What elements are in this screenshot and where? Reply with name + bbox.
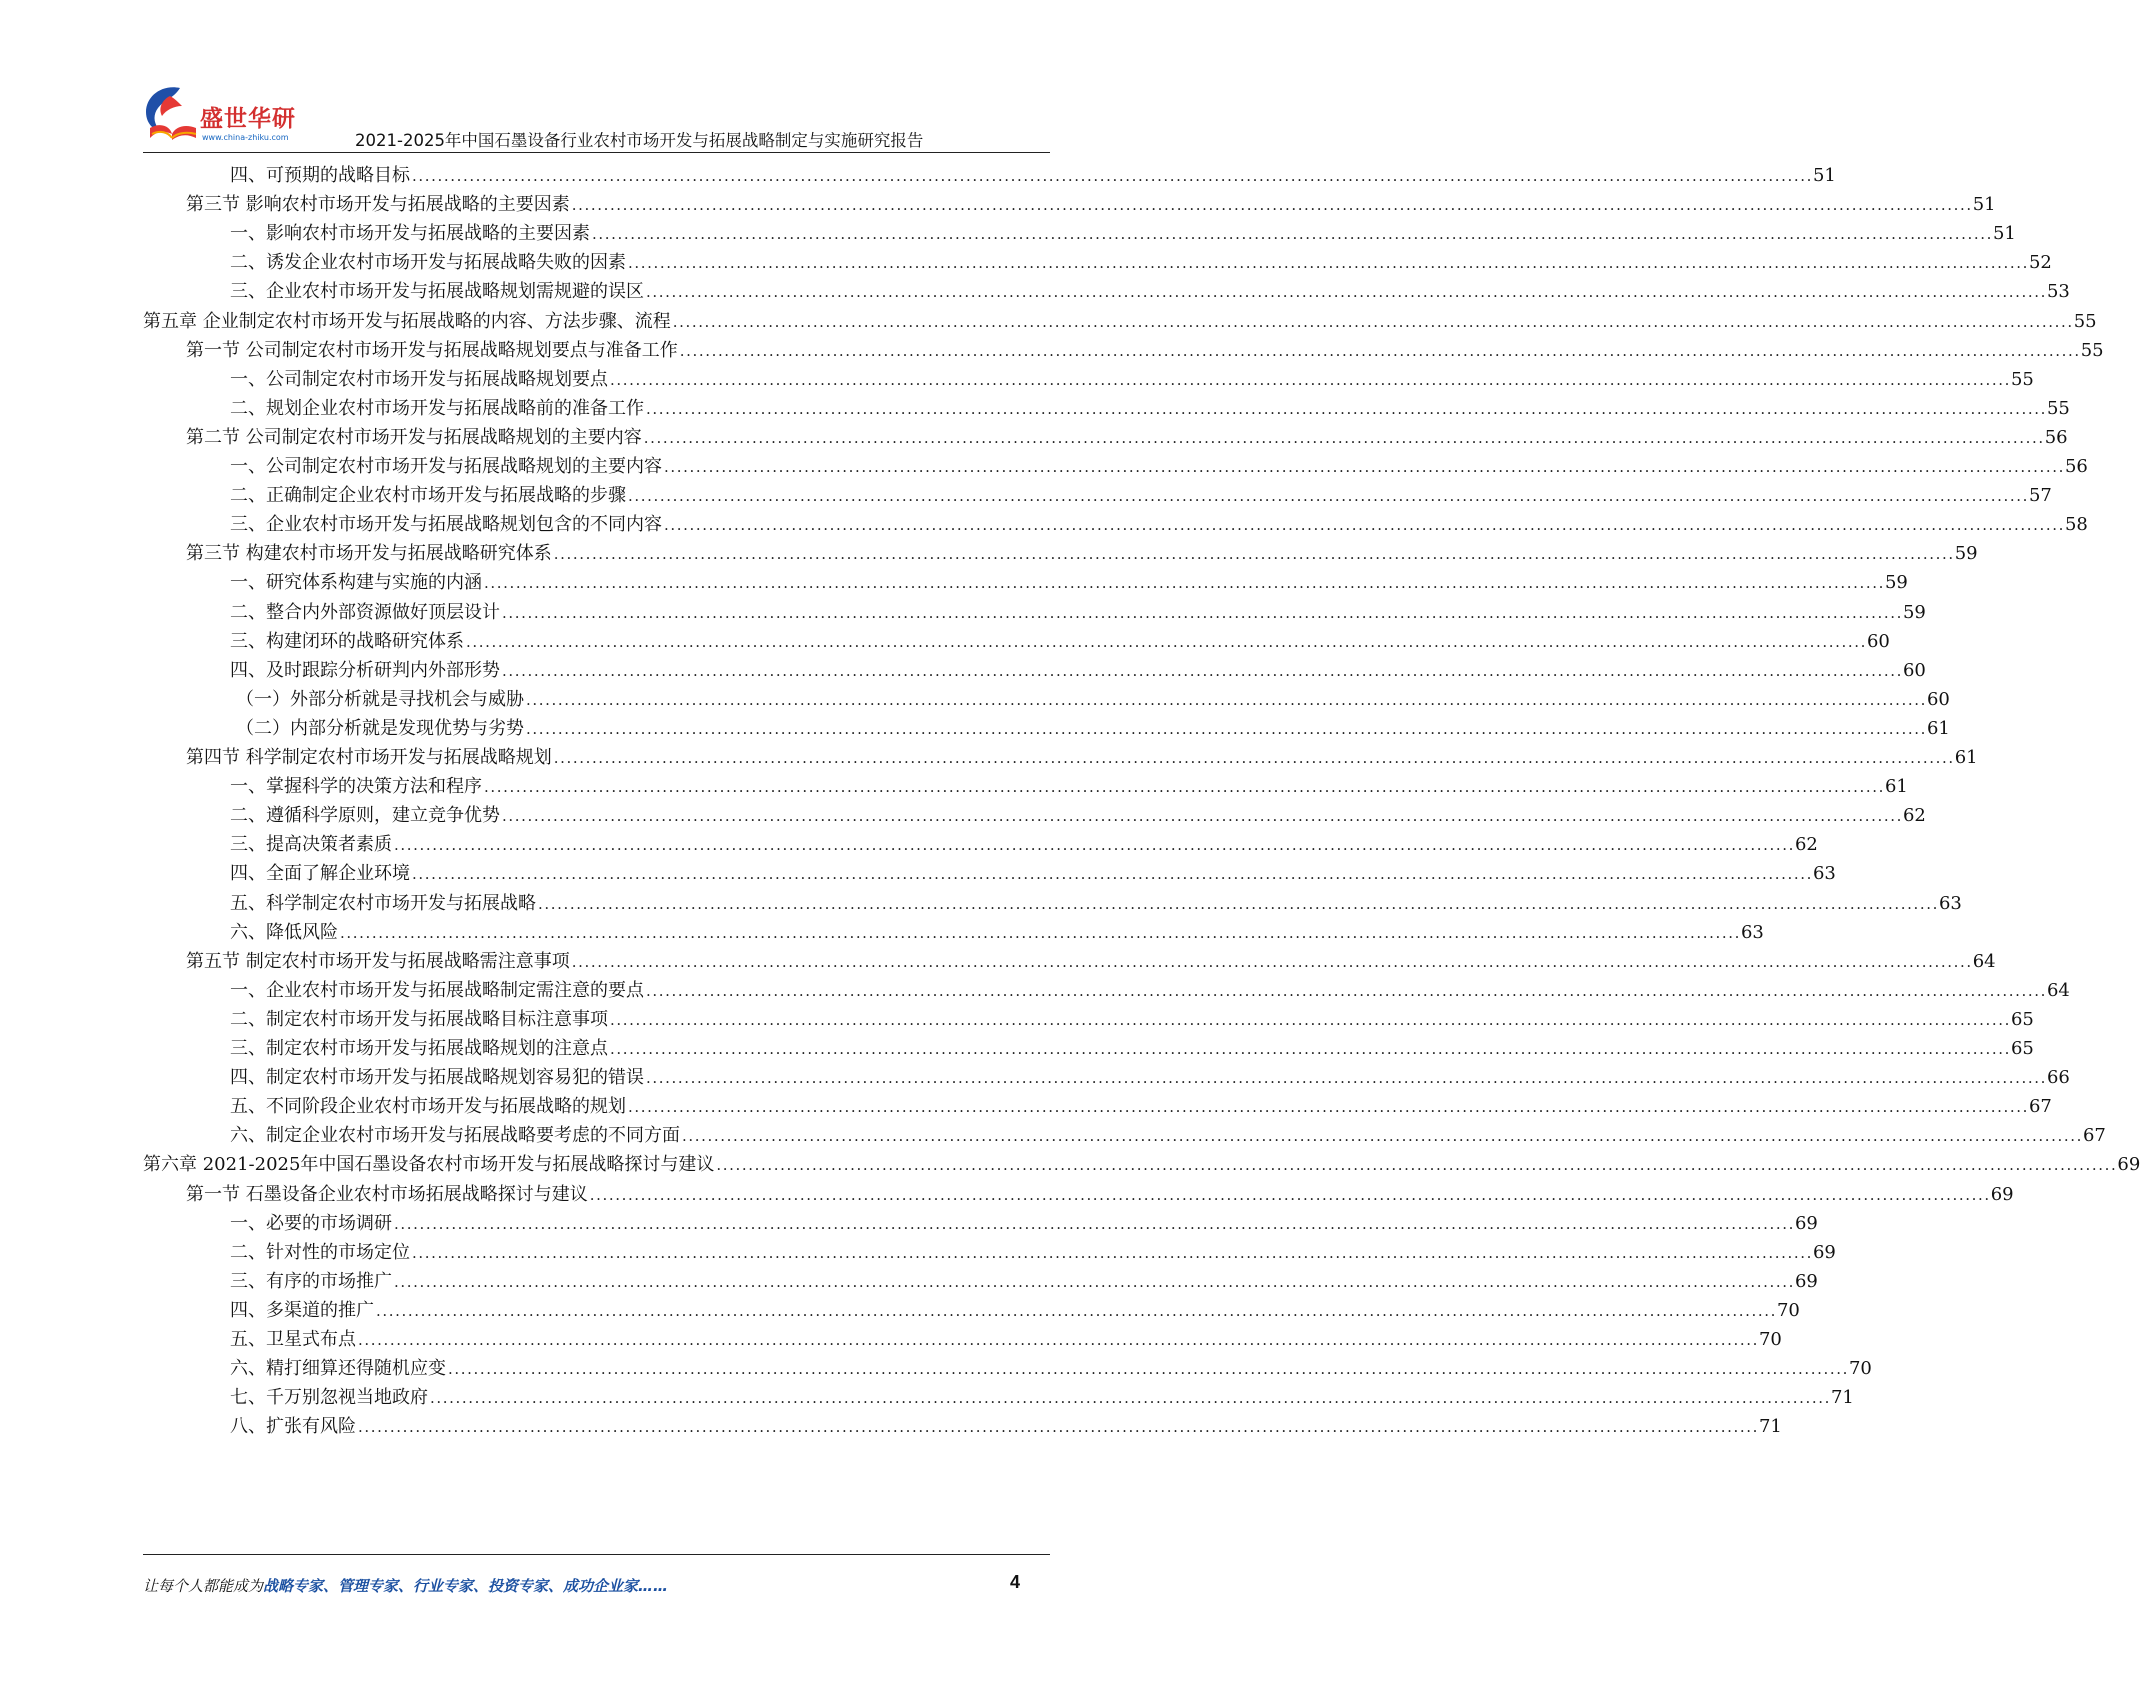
toc-leader-dots: ............................................................................................................................................................................................................................ <box>340 923 1741 942</box>
toc-entry[interactable] <box>230 655 1926 686</box>
toc-entry-title: 三、提高决策者素质 <box>230 834 392 856</box>
toc-leader-dots: ............................................................................................................................................................................................................................ <box>466 632 1867 651</box>
toc-entry[interactable] <box>186 742 1978 773</box>
toc-entry[interactable] <box>230 1062 2070 1093</box>
toc-entry[interactable] <box>186 189 1996 220</box>
footer-slogan-prefix: 让每个人都能成为 <box>143 1577 264 1595</box>
toc-entry-title: （一）外部分析就是寻找机会与威胁 <box>236 688 524 710</box>
toc-entry-page: 59 <box>1954 543 1978 565</box>
toc-leader-dots: ............................................................................................................................................................................................................................ <box>394 836 1795 855</box>
toc-entry-title: 一、影响农村市场开发与拓展战略的主要因素 <box>230 223 590 245</box>
toc-entry[interactable] <box>230 858 1836 889</box>
toc-entry[interactable] <box>186 946 1996 977</box>
toc-entry[interactable] <box>230 626 1890 657</box>
toc-leader-dots: ............................................................................................................................................................................................................................ <box>716 1156 2118 1175</box>
logo-icon <box>140 82 202 144</box>
toc-entry-title: 四、多渠道的推广 <box>230 1299 374 1321</box>
toc-entry-title: 八、扩张有风险 <box>230 1416 356 1438</box>
toc-entry-page: 65 <box>2010 1038 2034 1059</box>
toc-leader-dots: ............................................................................................................................................................................................................................ <box>646 283 2047 302</box>
toc-entry-title: 四、可预期的战略目标 <box>230 165 410 186</box>
toc-entry[interactable] <box>230 451 2088 482</box>
toc-entry[interactable] <box>230 1208 1818 1239</box>
toc-entry-page: 71 <box>1830 1387 1854 1409</box>
toc-entry[interactable] <box>230 1091 2052 1122</box>
toc-leader-dots: ............................................................................................................................................................................................................................ <box>682 1127 2083 1146</box>
toc-entry-title: 三、企业农村市场开发与拓展战略规划需规避的误区 <box>230 281 644 303</box>
page-number: 4 <box>1010 1572 1021 1592</box>
toc-leader-dots: ............................................................................................................................................................................................................................ <box>484 778 1885 797</box>
toc-entry[interactable] <box>186 422 2068 453</box>
toc-entry[interactable] <box>230 1382 1854 1413</box>
toc-entry[interactable] <box>230 917 1764 948</box>
toc-entry-page: 65 <box>2010 1008 2034 1030</box>
toc-entry-title: 二、诱发企业农村市场开发与拓展战略失败的因素 <box>230 252 626 274</box>
toc-entry[interactable] <box>230 1411 1782 1442</box>
logo-url: www.china-zhiku.com <box>202 133 289 142</box>
toc-entry-title: 四、全面了解企业环境 <box>230 863 410 885</box>
toc-entry-page: 59 <box>1884 572 1908 594</box>
toc-leader-dots: ............................................................................................................................................................................................................................ <box>646 399 2047 418</box>
toc-entry-title: 第五章 企业制定农村市场开发与拓展战略的内容、方法步骤、流程 <box>143 310 671 332</box>
toc-entry-page: 60 <box>1902 659 1926 681</box>
toc-entry-page: 64 <box>1972 950 1996 972</box>
toc-leader-dots: ............................................................................................................................................................................................................................ <box>394 1214 1795 1233</box>
toc-leader-dots: ............................................................................................................................................................................................................................ <box>376 1301 1777 1320</box>
page-header <box>0 0 1191 160</box>
toc-entry-title: 五、不同阶段企业农村市场开发与拓展战略的规划 <box>230 1096 626 1118</box>
toc-leader-dots: ............................................................................................................................................................................................................................ <box>358 1418 1759 1437</box>
toc-entry[interactable] <box>230 1237 1836 1268</box>
toc-entry[interactable] <box>230 1353 1872 1384</box>
footer-divider <box>143 1554 1050 1555</box>
toc-entry-title: 三、构建闭环的战略研究体系 <box>230 630 464 652</box>
toc-entry-page: 61 <box>1926 717 1950 739</box>
toc-entry-page: 69 <box>1990 1183 2014 1205</box>
toc-entry[interactable] <box>143 1149 2140 1180</box>
toc-entry[interactable] <box>230 800 1926 831</box>
toc-entry-title: 一、公司制定农村市场开发与拓展战略规划的主要内容 <box>230 456 662 477</box>
toc-entry-page: 70 <box>1776 1299 1800 1321</box>
toc-entry[interactable] <box>230 1266 1818 1297</box>
toc-entry[interactable] <box>230 1033 2034 1064</box>
toc-entry[interactable] <box>230 247 2052 278</box>
toc-entry[interactable] <box>230 1004 2034 1035</box>
toc-leader-dots: ............................................................................................................................................................................................................................ <box>358 1331 1759 1349</box>
toc-entry-title: 二、针对性的市场定位 <box>230 1241 410 1263</box>
toc-entry-title: 三、制定农村市场开发与拓展战略规划的注意点 <box>230 1038 608 1059</box>
toc-entry-page: 67 <box>2082 1125 2106 1147</box>
toc-leader-dots: ............................................................................................................................................................................................................................ <box>484 574 1885 593</box>
toc-entry[interactable] <box>230 393 2070 424</box>
toc-entry-title: 五、科学制定农村市场开发与拓展战略 <box>230 892 536 914</box>
toc-entry-page: 70 <box>1758 1329 1782 1350</box>
toc-entry[interactable] <box>186 335 2104 366</box>
toc-leader-dots: ............................................................................................................................................................................................................................ <box>679 341 2081 360</box>
toc-entry-page: 60 <box>1926 688 1950 710</box>
toc-leader-dots: ............................................................................................................................................................................................................................ <box>610 1040 2011 1058</box>
toc-entry-page: 56 <box>2044 426 2068 448</box>
toc-entry[interactable] <box>230 597 1926 628</box>
toc-entry-page: 59 <box>1902 601 1926 623</box>
toc-leader-dots: ............................................................................................................................................................................................................................ <box>502 807 1903 826</box>
toc-entry-title: 第一节 公司制定农村市场开发与拓展战略规划要点与准备工作 <box>186 339 678 361</box>
toc-entry-title: 六、精打细算还得随机应变 <box>230 1358 446 1380</box>
toc-entry[interactable] <box>230 480 2052 511</box>
toc-entry-page: 63 <box>1938 892 1962 914</box>
toc-leader-dots: ............................................................................................................................................................................................................................ <box>502 661 1903 680</box>
toc-entry[interactable] <box>230 771 1908 802</box>
toc-entry-page: 56 <box>2064 456 2088 477</box>
toc-entry-page: 64 <box>2046 979 2070 1001</box>
toc-entry-title: 三、企业农村市场开发与拓展战略规划包含的不同内容 <box>230 514 662 536</box>
company-logo <box>140 82 310 152</box>
toc-entry-title: 四、及时跟踪分析研判内外部形势 <box>230 659 500 681</box>
toc-entry-page: 55 <box>2080 339 2104 361</box>
toc-leader-dots: ............................................................................................................................................................................................................................ <box>553 545 1955 564</box>
toc-leader-dots: ............................................................................................................................................................................................................................ <box>589 1185 1991 1204</box>
toc-entry-title: 七、千万别忽视当地政府 <box>230 1387 428 1409</box>
toc-entry-title: 三、有序的市场推广 <box>230 1270 392 1292</box>
toc-leader-dots: ............................................................................................................................................................................................................................ <box>538 894 1939 913</box>
toc-entry[interactable] <box>230 975 2070 1006</box>
toc-entry-title: 第六章 2021-2025年中国石墨设备农村市场开发与拓展战略探讨与建议 <box>143 1154 715 1176</box>
toc-entry-page: 61 <box>1954 747 1978 768</box>
toc-entry[interactable] <box>230 1120 2106 1151</box>
toc-leader-dots: ............................................................................................................................................................................................................................ <box>646 1069 2047 1088</box>
footer-slogan-highlight: 战略专家、管理专家、行业专家、投资专家、成功企业家…… <box>263 1577 669 1595</box>
toc-entry-page: 63 <box>1812 863 1836 885</box>
toc-leader-dots: ............................................................................................................................................................................................................................ <box>412 167 1813 185</box>
toc-entry-page: 51 <box>1812 165 1836 186</box>
toc-leader-dots: ............................................................................................................................................................................................................................ <box>664 516 2065 535</box>
document-title: 2021-2025年中国石墨设备行业农村市场开发与拓展战略制定与实施研究报告 <box>355 131 924 150</box>
toc-entry-page: 60 <box>1866 630 1890 652</box>
toc-leader-dots: ............................................................................................................................................................................................................................ <box>526 690 1927 709</box>
toc-leader-dots: ............................................................................................................................................................................................................................ <box>610 370 2011 389</box>
toc-leader-dots: ............................................................................................................................................................................................................................ <box>628 487 2029 506</box>
toc-leader-dots: ............................................................................................................................................................................................................................ <box>672 312 2074 331</box>
toc-entry-title: 第五节 制定农村市场开发与拓展战略需注意事项 <box>186 950 570 972</box>
toc-entry-page: 53 <box>2046 281 2070 303</box>
toc-leader-dots: ............................................................................................................................................................................................................................ <box>412 865 1813 884</box>
toc-leader-dots: ............................................................................................................................................................................................................................ <box>628 254 2029 273</box>
toc-entry[interactable] <box>230 1295 1800 1326</box>
toc-leader-dots: ............................................................................................................................................................................................................................ <box>646 981 2047 1000</box>
toc-leader-dots: ............................................................................................................................................................................................................................ <box>664 458 2065 476</box>
toc-entry[interactable] <box>230 888 1962 919</box>
toc-entry-page: 69 <box>1794 1212 1818 1234</box>
toc-entry-title: 五、卫星式布点 <box>230 1329 356 1350</box>
toc-entry-page: 52 <box>2028 252 2052 274</box>
toc-entry-page: 55 <box>2046 397 2070 419</box>
toc-leader-dots: ............................................................................................................................................................................................................................ <box>592 225 1993 244</box>
toc-leader-dots: ............................................................................................................................................................................................................................ <box>571 196 1973 215</box>
header-divider <box>143 152 1050 153</box>
toc-entry-page: 57 <box>2028 485 2052 507</box>
toc-entry[interactable] <box>230 829 1818 860</box>
toc-entry-title: （二）内部分析就是发现优势与劣势 <box>236 717 524 739</box>
toc-leader-dots: ............................................................................................................................................................................................................................ <box>430 1389 1831 1408</box>
toc-entry-page: 62 <box>1902 805 1926 827</box>
toc-entry-title: 第三节 影响农村市场开发与拓展战略的主要因素 <box>186 194 570 216</box>
toc-leader-dots: ............................................................................................................................................................................................................................ <box>526 719 1927 738</box>
toc-entry-title: 二、规划企业农村市场开发与拓展战略前的准备工作 <box>230 397 644 419</box>
toc-entry-title: 第二节 公司制定农村市场开发与拓展战略规划的主要内容 <box>186 426 642 448</box>
toc-leader-dots: ............................................................................................................................................................................................................................ <box>610 1010 2011 1029</box>
toc-entry[interactable] <box>230 160 1836 191</box>
toc-leader-dots: ............................................................................................................................................................................................................................ <box>394 1272 1795 1291</box>
toc-entry[interactable] <box>143 306 2097 337</box>
logo-name: 盛世华研 <box>200 106 296 132</box>
toc-entry-page: 69 <box>2117 1154 2140 1176</box>
toc-entry-page: 71 <box>1758 1416 1782 1438</box>
toc-entry[interactable] <box>230 218 2016 249</box>
toc-entry-title: 第一节 石墨设备企业农村市场拓展战略探讨与建议 <box>186 1183 588 1205</box>
toc-entry-title: 四、制定农村市场开发与拓展战略规划容易犯的错误 <box>230 1067 644 1089</box>
toc-entry-page: 69 <box>1812 1241 1836 1263</box>
toc-entry-title: 六、制定企业农村市场开发与拓展战略要考虑的不同方面 <box>230 1125 680 1147</box>
toc-entry-page: 66 <box>2046 1067 2070 1089</box>
toc-entry-title: 二、遵循科学原则，建立竞争优势 <box>230 805 500 827</box>
toc-entry-title: 二、正确制定企业农村市场开发与拓展战略的步骤 <box>230 485 626 507</box>
toc-entry-title: 第三节 构建农村市场开发与拓展战略研究体系 <box>186 543 552 565</box>
toc-entry[interactable] <box>186 1179 2014 1210</box>
toc-entry-title: 第四节 科学制定农村市场开发与拓展战略规划 <box>186 747 552 768</box>
toc-leader-dots: ............................................................................................................................................................................................................................ <box>628 1098 2029 1117</box>
toc-leader-dots: ............................................................................................................................................................................................................................ <box>448 1360 1849 1379</box>
toc-entry[interactable] <box>186 538 1978 569</box>
toc-entry-title: 六、降低风险 <box>230 921 338 943</box>
toc-entry-page: 69 <box>1794 1270 1818 1292</box>
toc-entry-page: 67 <box>2028 1096 2052 1118</box>
toc-entry-title: 一、必要的市场调研 <box>230 1212 392 1234</box>
toc-entry-title: 一、研究体系构建与实施的内涵 <box>230 572 482 594</box>
toc-entry-title: 一、企业农村市场开发与拓展战略制定需注意的要点 <box>230 979 644 1001</box>
toc-leader-dots: ............................................................................................................................................................................................................................ <box>553 749 1955 767</box>
toc-entry[interactable] <box>230 684 1950 715</box>
toc-entry-title: 二、整合内外部资源做好顶层设计 <box>230 601 500 623</box>
toc-leader-dots: ............................................................................................................................................................................................................................ <box>502 603 1903 622</box>
toc-entry-page: 51 <box>1992 223 2016 245</box>
toc-entry-page: 62 <box>1794 834 1818 856</box>
toc-entry[interactable] <box>230 1324 1782 1355</box>
toc-entry[interactable] <box>230 713 1950 744</box>
footer-slogan <box>143 1575 668 1596</box>
toc-entry[interactable] <box>230 276 2070 307</box>
toc-entry-page: 70 <box>1848 1358 1872 1380</box>
toc-entry-page: 61 <box>1884 776 1908 798</box>
toc-entry-title: 一、公司制定农村市场开发与拓展战略规划要点 <box>230 368 608 390</box>
toc-entry-page: 55 <box>2073 310 2097 332</box>
toc-leader-dots: ............................................................................................................................................................................................................................ <box>571 952 1973 971</box>
toc-entry[interactable] <box>230 364 2034 395</box>
toc-entry-page: 55 <box>2010 368 2034 390</box>
toc-entry-page: 63 <box>1740 921 1764 943</box>
toc-entry-title: 二、制定农村市场开发与拓展战略目标注意事项 <box>230 1008 608 1030</box>
toc-entry[interactable] <box>230 509 2088 540</box>
toc-leader-dots: ............................................................................................................................................................................................................................ <box>643 428 2045 447</box>
toc-entry-title: 一、掌握科学的决策方法和程序 <box>230 776 482 798</box>
toc-entry-page: 58 <box>2064 514 2088 536</box>
toc-entry-page: 51 <box>1972 194 1996 216</box>
toc-leader-dots: ............................................................................................................................................................................................................................ <box>412 1243 1813 1262</box>
toc-entry[interactable] <box>230 567 1908 598</box>
